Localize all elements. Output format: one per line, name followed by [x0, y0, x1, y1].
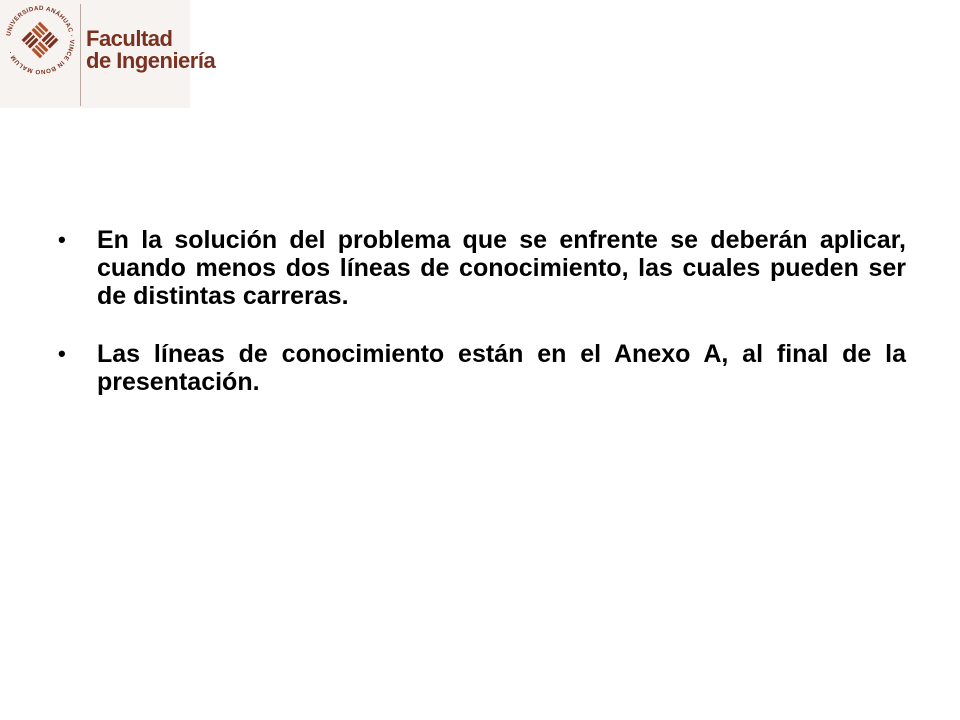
bullet-list: [56, 226, 906, 396]
university-seal-icon: [2, 2, 78, 78]
bullet-dot-icon: •: [58, 341, 66, 366]
university-logo: [0, 0, 216, 108]
faculty-name-line2: de Ingeniería: [86, 48, 216, 73]
bullet-item: [56, 340, 906, 396]
bullet-text: En la solución del problema que se enfrente se deberán aplicar, cuando menos dos líneas de conocimiento, las cuales pueden ser de distintas carreras.: [97, 226, 906, 310]
logo-divider: [80, 4, 81, 106]
seal-text: UNIVERSIDAD ANÁHUAC · VINCE IN BONO MALUM ·: [5, 4, 76, 76]
faculty-name: [86, 28, 215, 72]
bullet-text: Las líneas de conocimiento están en el Anexo A, al final de la presentación.: [97, 340, 906, 396]
bullet-item: [56, 226, 906, 310]
bullet-dot-icon: •: [58, 227, 66, 252]
faculty-name-line1: Facultad: [86, 26, 173, 51]
